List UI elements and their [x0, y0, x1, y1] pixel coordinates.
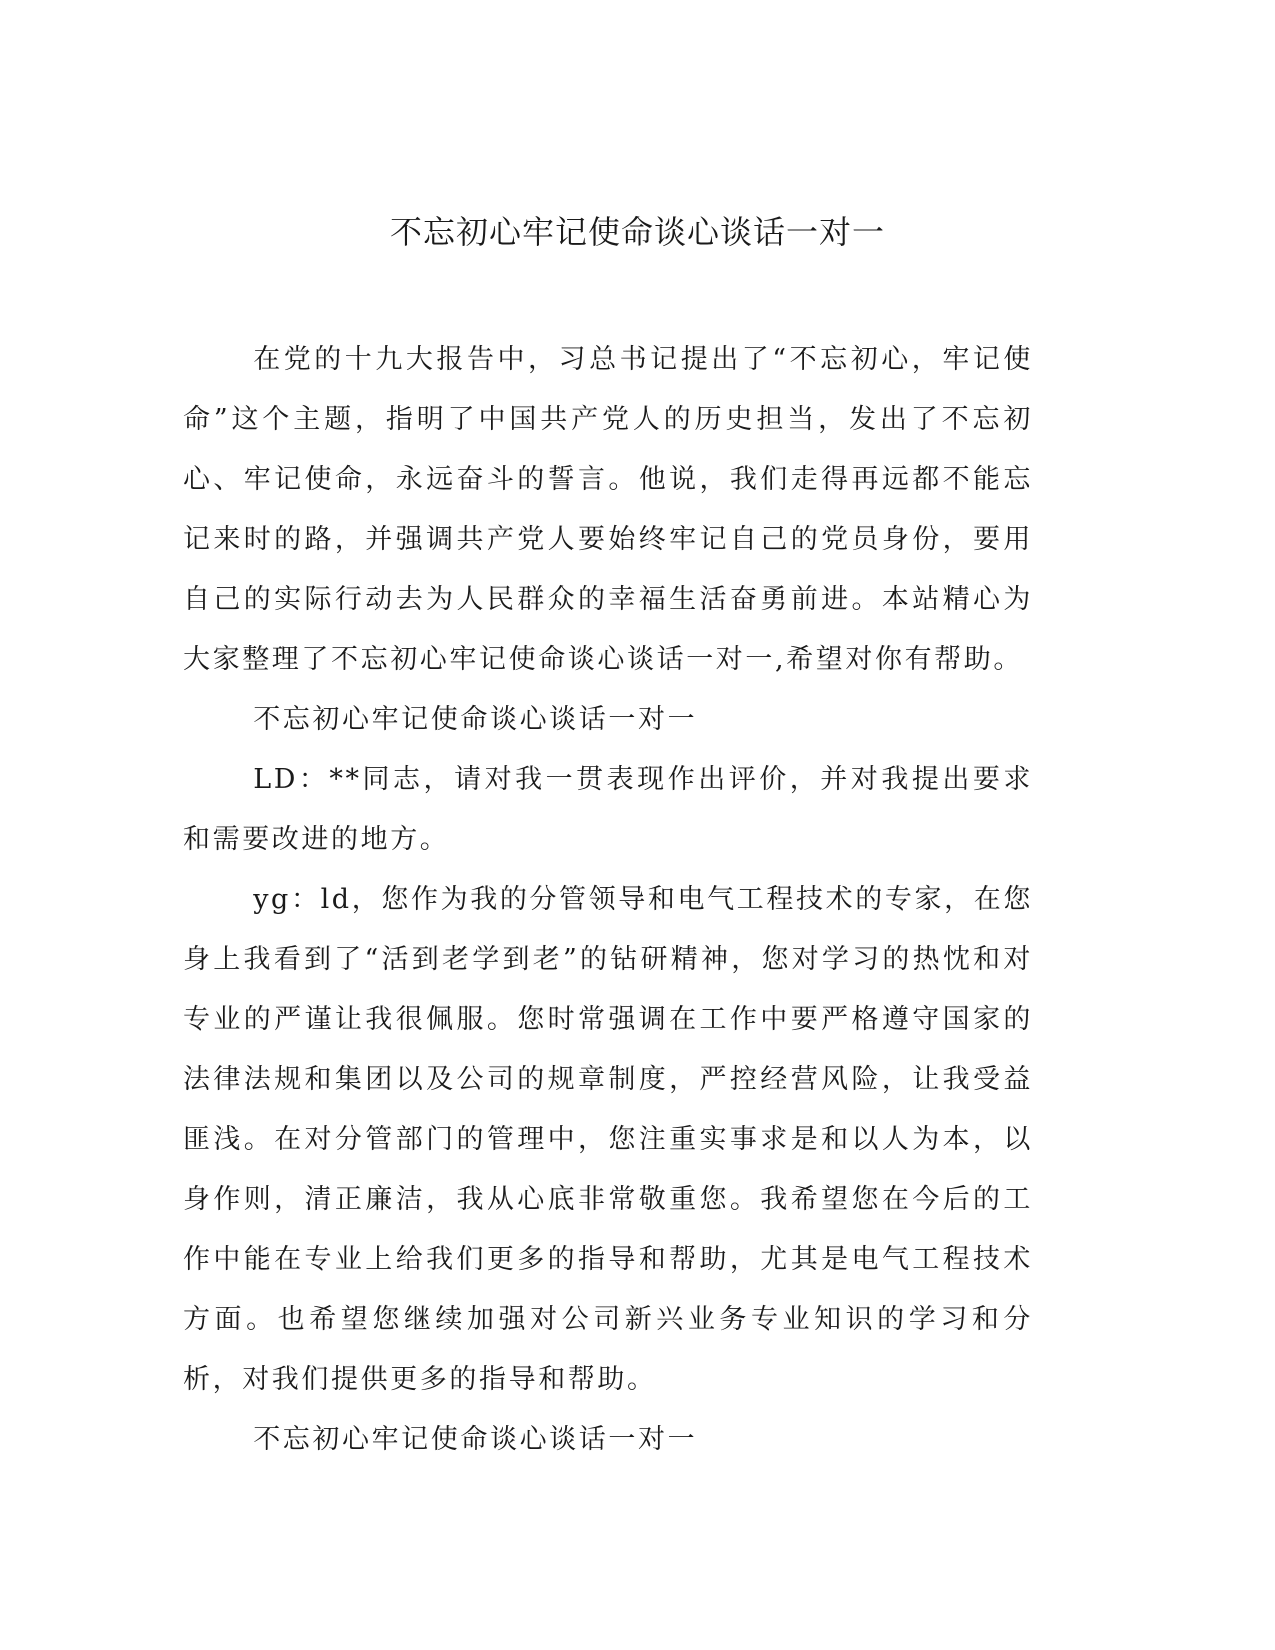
section-heading-repeat: 不忘初心牢记使命谈心谈话一对一: [253, 1424, 698, 1455]
document-body: [183, 330, 1033, 1470]
yg-answer-paragraph: yg：ld，您作为我的分管领导和电气工程技术的专家，在您身上我看到了“活到老学到老”的钻研精神，您对学习的热忱和对专业的严谨让我很佩服。您时常强调在工作中要严格遵守国家的法律法规和集团以及公司的规章制度，严控经营风险，让我受益匪浅。在对分管部门的管理中，您注重实事求是和以人为本，以身作则，清正廉洁，我从心底非常敬重您。我希望您在今后的工作中能在专业上给我们更多的指导和帮助，尤其是电气工程技术方面。也希望您继续加强对公司新兴业务专业知识的学习和分析，对我们提供更多的指导和帮助。: [183, 884, 1033, 1395]
intro-paragraph: 在党的十九大报告中，习总书记提出了“不忘初心，牢记使命”这个主题，指明了中国共产党人的历史担当，发出了不忘初心、牢记使命，永远奋斗的誓言。他说，我们走得再远都不能忘记来时的路，并强调共产党人要始终牢记自己的党员身份，要用自己的实际行动去为人民群众的幸福生活奋勇前进。本站精心为大家整理了不忘初心牢记使命谈心谈话一对一,希望对你有帮助。: [183, 344, 1033, 675]
section-heading: 不忘初心牢记使命谈心谈话一对一: [253, 704, 698, 735]
ld-question-paragraph: LD：**同志，请对我一贯表现作出评价，并对我提出要求和需要改进的地方。: [183, 764, 1033, 855]
document-title: 不忘初心牢记使命谈心谈话一对一: [389, 213, 885, 251]
